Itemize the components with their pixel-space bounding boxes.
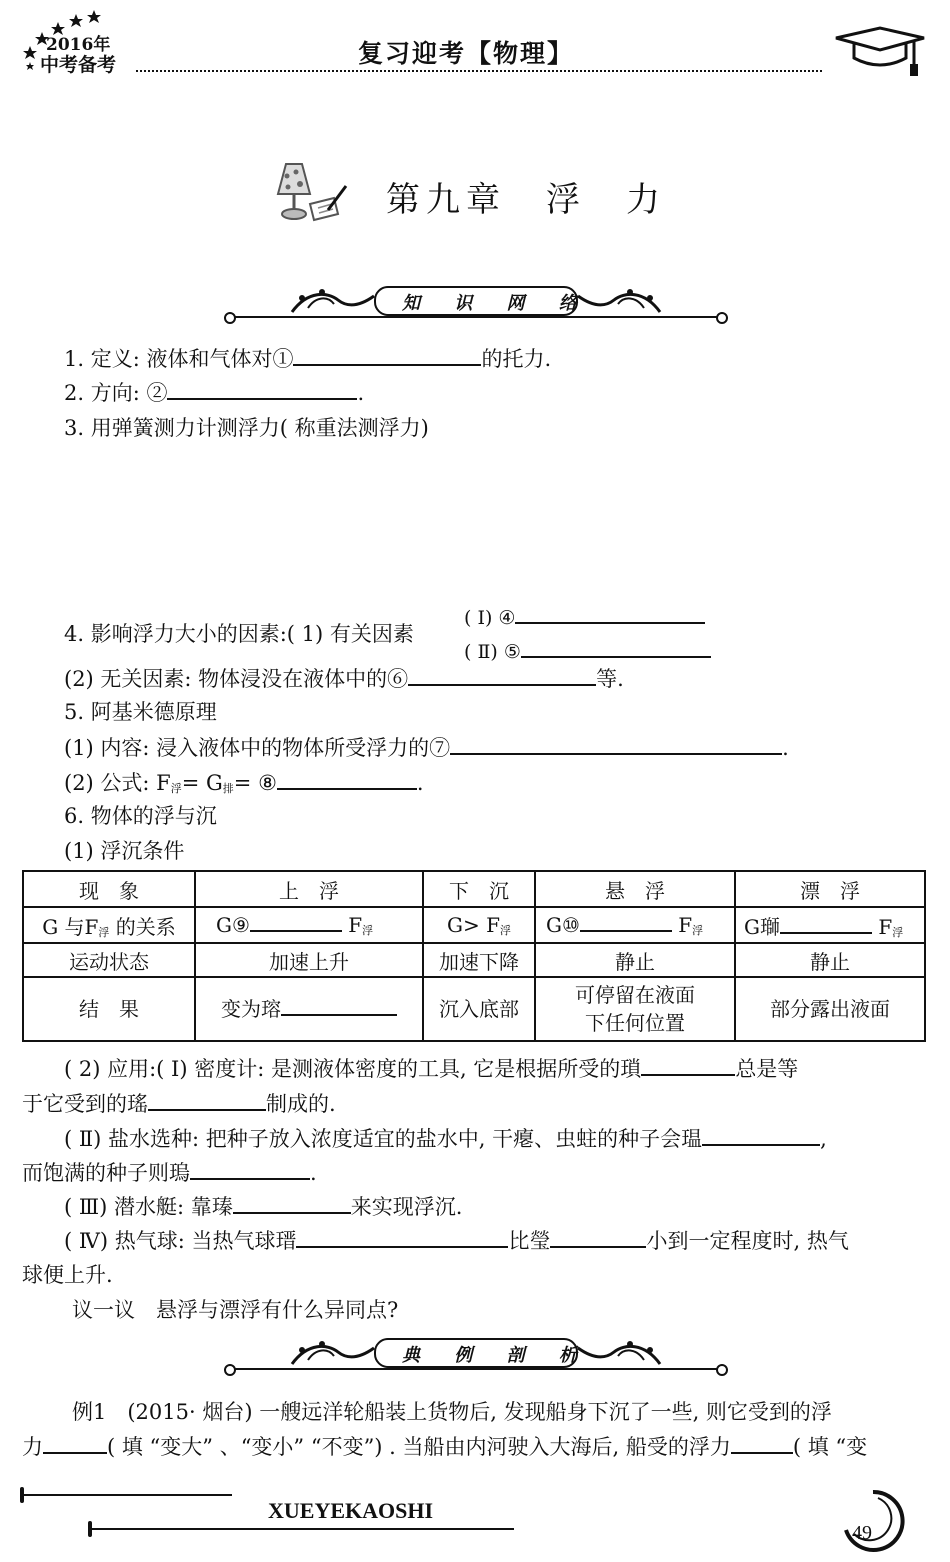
flourish-left-icon bbox=[288, 1338, 378, 1368]
footer-rule-cap-left bbox=[20, 1487, 24, 1503]
blank-15[interactable] bbox=[702, 1124, 820, 1146]
table-header: 上 浮 bbox=[195, 871, 423, 907]
blank-7[interactable] bbox=[450, 733, 782, 755]
item-factors: 4. 影响浮力大小的因素:( 1) 有关因素 bbox=[64, 622, 414, 646]
blank-12[interactable] bbox=[281, 996, 397, 1016]
table-cell: 静止 bbox=[535, 943, 735, 977]
item-factor-i: ( Ⅰ) ④ bbox=[464, 602, 705, 632]
blank-18[interactable] bbox=[296, 1226, 508, 1248]
graduation-cap-icon bbox=[830, 24, 930, 78]
section-banner-examples bbox=[222, 1336, 730, 1376]
chapter-title: 第九章 浮 力 bbox=[386, 180, 666, 220]
blank-19[interactable] bbox=[550, 1226, 646, 1248]
blank-2[interactable] bbox=[167, 378, 357, 400]
footer-rule-bottom bbox=[90, 1528, 514, 1530]
blank-16[interactable] bbox=[190, 1158, 310, 1180]
page-number-badge-icon bbox=[838, 1486, 908, 1556]
blank-9[interactable] bbox=[250, 912, 342, 932]
table-cell: 结 果 bbox=[23, 977, 195, 1041]
flourish-left-icon bbox=[288, 286, 378, 316]
table-cell: 加速下降 bbox=[423, 943, 535, 977]
table-cell: 变为瑢 bbox=[195, 977, 423, 1041]
banner-rule bbox=[232, 316, 720, 318]
example-1-cont: 力 ( 填 “变大” 、“变小” “不变”) . 当船由内河驶入大海后, 船受的浮力 ( 填 “变 bbox=[22, 1432, 867, 1461]
footer-brand: XUEYEKAOSHI bbox=[268, 1498, 434, 1523]
item-measurement: 3. 用弹簧测力计测浮力( 称重法测浮力) bbox=[64, 416, 429, 440]
table-cell: 沉入底部 bbox=[423, 977, 535, 1041]
blank-6[interactable] bbox=[408, 664, 596, 686]
blank-ex-2[interactable] bbox=[731, 1432, 793, 1454]
table-cell: 运动状态 bbox=[23, 943, 195, 977]
app-seed-selection: ( Ⅱ) 盐水选种: 把种子放入浓度适宜的盐水中, 干瘪、虫蛀的种子会瑥 , bbox=[64, 1124, 827, 1153]
discussion-prompt: 议一议 悬浮与漂浮有什么异同点? bbox=[72, 1298, 399, 1322]
item-irrelevant: (2) 无关因素: 物体浸没在液体中的⑥ 等. bbox=[64, 664, 624, 693]
item-content: (1) 内容: 浸入液体中的物体所受浮力的⑦ . bbox=[64, 733, 789, 762]
blank-8[interactable] bbox=[277, 768, 417, 790]
table-cell: G> F浮 bbox=[423, 907, 535, 943]
table-cell: G⑨ F浮 bbox=[195, 907, 423, 943]
page-number: 49 bbox=[852, 1522, 872, 1544]
banner-rule-dot-left bbox=[224, 312, 236, 324]
table-cell: 可停留在液面 下任何位置 bbox=[535, 977, 735, 1041]
blank-5[interactable] bbox=[521, 636, 711, 658]
blank-1[interactable] bbox=[293, 344, 481, 366]
app-hydrometer-cont: 于它受到的瑤 制成的. bbox=[22, 1089, 336, 1118]
blank-4[interactable] bbox=[515, 602, 705, 624]
header-dotted-rule bbox=[136, 70, 822, 72]
app-balloon: ( Ⅳ) 热气球: 当热气球瑨 比瑩 小到一定程度时, 热气 bbox=[64, 1226, 849, 1255]
section-banner-knowledge bbox=[222, 284, 730, 324]
example-1: 例1 (2015· 烟台) 一艘远洋轮船装上货物后, 发现船身下沉了一些, 则它受到的浮 bbox=[72, 1400, 832, 1424]
item-direction: 2. 方向: ② . bbox=[64, 378, 364, 407]
table-cell: G⑩ F浮 bbox=[535, 907, 735, 943]
app-seed-selection-cont: 而饱满的种子则瑦 . bbox=[22, 1158, 317, 1187]
blank-13[interactable] bbox=[641, 1054, 735, 1076]
float-sink-table bbox=[22, 870, 926, 1042]
blank-14[interactable] bbox=[148, 1089, 266, 1111]
app-balloon-cont: 球便上升. bbox=[22, 1263, 113, 1287]
header-series: 中考备考 bbox=[40, 54, 117, 76]
table-cell: G瑡 F浮 bbox=[735, 907, 925, 943]
item-archimedes: 5. 阿基米德原理 bbox=[64, 700, 217, 724]
item-factor-ii: ( Ⅱ) ⑤ bbox=[464, 636, 711, 666]
table-row bbox=[23, 871, 925, 907]
item-definition: 1. 定义: 液体和气体对① 的托力. bbox=[64, 344, 551, 373]
banner-rule-dot-right bbox=[716, 312, 728, 324]
item-formula: (2) 公式: F浮= G排= ⑧ . bbox=[64, 768, 424, 803]
app-hydrometer: ( 2) 应用:( Ⅰ) 密度计: 是测液体密度的工具, 它是根据所受的瑣 总是等 bbox=[64, 1054, 798, 1083]
table-row bbox=[23, 977, 925, 1041]
banner-rule-dot-left bbox=[224, 1364, 236, 1376]
banner-knowledge-text: 知 识 网 络 bbox=[402, 293, 591, 314]
blank-ex-1[interactable] bbox=[43, 1432, 107, 1454]
item-conditions: (1) 浮沉条件 bbox=[64, 839, 185, 863]
header bbox=[0, 0, 950, 90]
app-submarine: ( Ⅲ) 潜水艇: 靠瑧 来实现浮沉. bbox=[64, 1192, 462, 1221]
desk-lamp-icon bbox=[272, 158, 350, 226]
table-header: 漂 浮 bbox=[735, 871, 925, 907]
table-header: 下 沉 bbox=[423, 871, 535, 907]
blank-17[interactable] bbox=[233, 1192, 351, 1214]
table-cell: 静止 bbox=[735, 943, 925, 977]
blank-11[interactable] bbox=[780, 914, 872, 934]
table-cell: 加速上升 bbox=[195, 943, 423, 977]
banner-rule bbox=[232, 1368, 720, 1370]
banner-rule-dot-right bbox=[716, 1364, 728, 1376]
table-header: 悬 浮 bbox=[535, 871, 735, 907]
table-cell: G 与F浮 的关系 bbox=[23, 907, 195, 943]
blank-10[interactable] bbox=[580, 912, 672, 932]
header-year: 2016年 bbox=[46, 35, 111, 55]
item-float-sink: 6. 物体的浮与沉 bbox=[64, 804, 217, 828]
header-title: 复习迎考【物理】 bbox=[358, 39, 575, 68]
table-row bbox=[23, 907, 925, 943]
footer bbox=[0, 1480, 950, 1562]
table-row bbox=[23, 943, 925, 977]
footer-rule-cap-right bbox=[88, 1521, 92, 1537]
footer-rule-top bbox=[22, 1494, 232, 1496]
table-header: 现 象 bbox=[23, 871, 195, 907]
table-cell: 部分露出液面 bbox=[735, 977, 925, 1041]
banner-examples-text: 典 例 剖 析 bbox=[402, 1345, 591, 1366]
